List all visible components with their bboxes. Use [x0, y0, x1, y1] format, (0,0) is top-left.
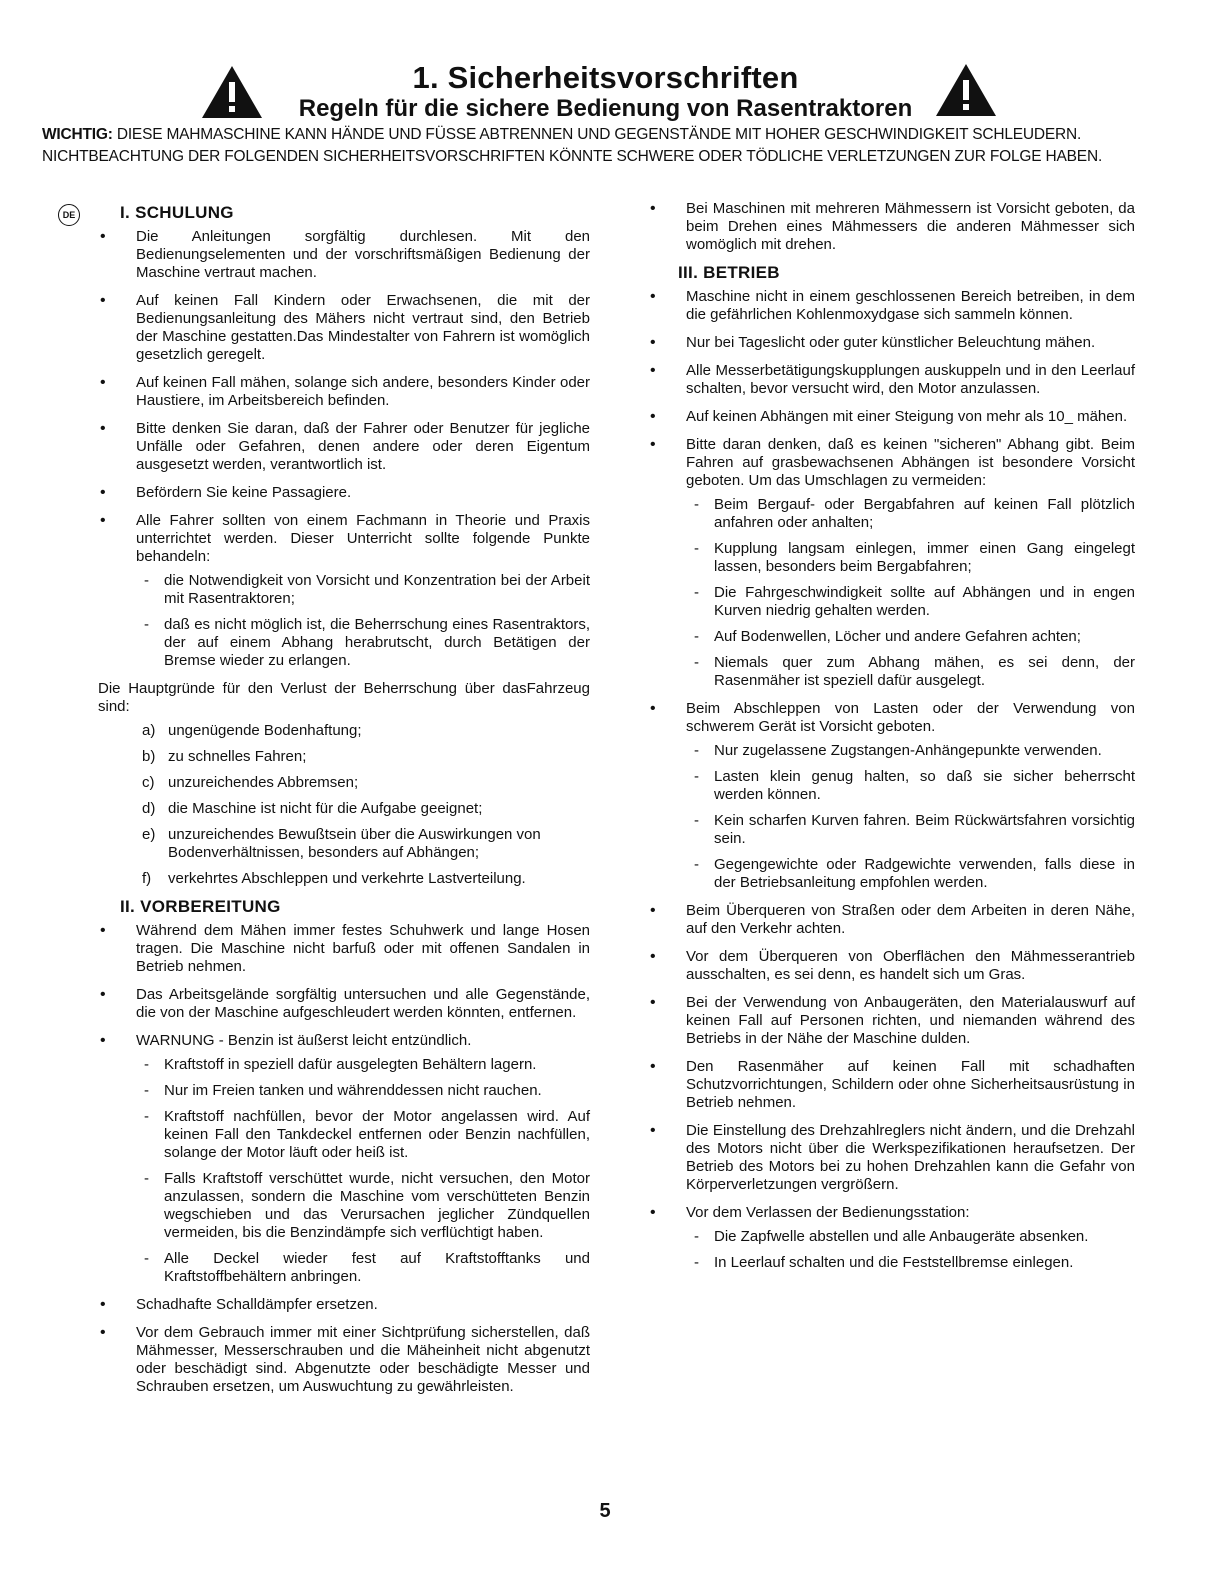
sub-list-item: - Die Fahrgeschwindigkeit sollte auf Abhängen und in engen Kurven niedrig gehalten werden.	[686, 584, 1135, 620]
list-item	[650, 1204, 1135, 1272]
list-item: • Das Arbeitsgelände sorgfältig untersuchen und alle Gegenstände, die von der Maschine aufgeschleudert werden könnten, entfernen.	[100, 986, 590, 1022]
sub-list-item: - die Notwendigkeit von Vorsicht und Konzentration bei der Arbeit mit Rasentraktoren;	[136, 572, 590, 608]
reason-item	[100, 774, 590, 792]
list-item: • Die Anleitungen sorgfältig durchlesen. Mit den Bedienungselementen und der vorschriftsmäßigen Bedienung der Maschine vertraut machen.	[100, 228, 590, 282]
section-heading: I. SCHULUNG	[120, 203, 234, 222]
sub-list-item: - Auf Bodenwellen, Löcher und andere Gefahren achten;	[686, 628, 1135, 646]
sub-list-item: - Nur im Freien tanken und währenddessen nicht rauchen.	[136, 1082, 590, 1100]
reason-label: d)	[142, 800, 156, 817]
left-column	[100, 200, 590, 1406]
list-item: • Bitte denken Sie daran, daß der Fahrer oder Benutzer für jegliche Unfälle oder Gefahren, denen andere oder deren Eigentum ausgesetzt werden, verantwortlich ist.	[100, 420, 590, 474]
list-item: • Auf keinen Abhängen mit einer Steigung von mehr als 10_ mähen.	[650, 408, 1135, 426]
reason-label: f)	[142, 870, 152, 887]
list-item-text: Bitte daran denken, daß es keinen "sicheren" Abhang gibt. Beim Fahren auf grasbewachsenen Abhängen ist besondere Vorsicht geboten. Um das Umschlagen zu vermeiden:	[686, 436, 1135, 489]
list-item: • Auf keinen Fall Kindern oder Erwachsenen, die mit der Bedienungsanleitung des Mähers nicht vertraut sind, den Betrieb der Maschine gestatten.Das Mindestalter von Fahrern ist womöglich gesetzlich geregelt.	[100, 292, 590, 364]
operation-list	[650, 288, 1135, 1272]
list-item	[100, 512, 590, 670]
list-item-text: Vor dem Verlassen der Bedienungsstation:	[686, 1204, 970, 1221]
list-item: • Befördern Sie keine Passagiere.	[100, 484, 590, 502]
page-title: 1. Sicherheitsvorschriften	[412, 60, 799, 95]
sub-list	[686, 496, 1135, 690]
sub-list-item: - daß es nicht möglich ist, die Beherrschung eines Rasentraktors, der auf einem Abhang herabrutscht, durch Betätigen der Bremse wieder zu erlangen.	[136, 616, 590, 670]
sub-list-item: - Lasten klein genug halten, so daß sie sicher beherrscht werden können.	[686, 768, 1135, 804]
sub-list	[136, 572, 590, 670]
sub-list-item: - In Leerlauf schalten und die Feststellbremse einlegen.	[686, 1254, 1135, 1272]
list-item	[650, 700, 1135, 892]
warning-label: WICHTIG:	[42, 126, 113, 143]
list-item: • Bei der Verwendung von Anbaugeräten, den Materialauswurf auf keinen Fall auf Personen richten, und niemanden während des Betriebs in der Nähe der Maschine dulden.	[650, 994, 1135, 1048]
list-item-text: Alle Fahrer sollten von einem Fachmann in Theorie und Praxis unterrichtet werden. Dieser Unterricht sollte folgende Punkte behandeln:	[136, 512, 590, 565]
list-item: • Alle Messerbetätigungskupplungen auskuppeln und in den Leerlauf schalten, bevor versucht wird, den Motor anzulassen.	[650, 362, 1135, 398]
reason-text: ungenügende Bodenhaftung;	[168, 722, 362, 739]
list-item: • Vor dem Überqueren von Oberflächen den Mähmesserantrieb ausschalten, es sei denn, es handelt sich um Gras.	[650, 948, 1135, 984]
sub-list	[136, 1056, 590, 1286]
sub-list-item: - Alle Deckel wieder fest auf Kraftstofftanks und Kraftstoffbehältern anbringen.	[136, 1250, 590, 1286]
reason-item	[100, 870, 590, 888]
reason-item	[100, 800, 590, 818]
sub-list	[686, 742, 1135, 892]
sub-list	[686, 1228, 1135, 1272]
page-subtitle: Regeln für die sichere Bedienung von Rasentraktoren	[298, 95, 913, 122]
list-item: • Beim Überqueren von Straßen oder dem Arbeiten in deren Nähe, auf den Verkehr achten.	[650, 902, 1135, 938]
preparation-list	[100, 922, 590, 1396]
language-mark: DE	[58, 204, 80, 226]
list-item: • Die Einstellung des Drehzahlreglers nicht ändern, und die Drehzahl des Motors nicht über die Werkspezifikationen heraufsetzen. Der Betrieb des Motors bei zu hohen Drehzahlen kann die Gefahr von Körperverletzungen vergrößern.	[650, 1122, 1135, 1194]
list-item: • Während dem Mähen immer festes Schuhwerk und lange Hosen tragen. Die Maschine nicht barfuß oder mit offenen Sandalen in Betrieb nehmen.	[100, 922, 590, 976]
reason-item	[100, 826, 590, 862]
list-item: • Nur bei Tageslicht oder guter künstlicher Beleuchtung mähen.	[650, 334, 1135, 352]
list-item: • Auf keinen Fall mähen, solange sich andere, besonders Kinder oder Haustiere, im Arbeitsbereich befinden.	[100, 374, 590, 410]
list-item-text: WARNUNG - Benzin ist äußerst leicht entzündlich.	[136, 1032, 472, 1049]
sub-list-item: - Kraftstoff nachfüllen, bevor der Motor angelassen wird. Auf keinen Fall den Tankdeckel entfernen oder Benzin nachfüllen, solange der Motor läuft oder heiß ist.	[136, 1108, 590, 1162]
list-item: • Bei Maschinen mit mehreren Mähmessern ist Vorsicht geboten, da beim Drehen eines Mähmessers die anderen Mähmesser sich womöglich mit drehen.	[650, 200, 1135, 254]
sub-list-item: - Die Zapfwelle abstellen und alle Anbaugeräte absenken.	[686, 1228, 1135, 1246]
warning-notice	[42, 124, 1132, 168]
list-item	[100, 1032, 590, 1286]
sub-list-item: - Gegengewichte oder Radgewichte verwenden, falls diese in der Betriebsanleitung empfohlen werden.	[686, 856, 1135, 892]
reason-label: c)	[142, 774, 155, 791]
reason-text: unzureichendes Bewußtsein über die Auswirkungen von Bodenverhältnissen, besonders auf Abhängen;	[168, 826, 541, 861]
paragraph: Die Hauptgründe für den Verlust der Beherrschung über dasFahrzeug sind:	[98, 680, 590, 715]
page-number: 5	[599, 1500, 611, 1522]
list-item	[650, 436, 1135, 690]
list-item-text: Beim Abschleppen von Lasten oder der Verwendung von schwerem Gerät ist Vorsicht geboten.	[686, 700, 1135, 735]
reason-item	[100, 722, 590, 740]
reason-text: unzureichendes Abbremsen;	[168, 774, 359, 791]
reason-text: zu schnelles Fahren;	[168, 748, 307, 765]
list-item: • Den Rasenmäher auf keinen Fall mit schadhaften Schutzvorrichtungen, Schildern oder ohne Sicherheitsausrüstung in Betrieb nehmen.	[650, 1058, 1135, 1112]
sub-list-item: - Falls Kraftstoff verschüttet wurde, nicht versuchen, den Motor anzulassen, sondern die Maschine vom verschütteten Benzin wegschieben und das Verursachen jeglicher Zündquellen vermeiden, bis die Benzindämpfe sich verflüchtigt haben.	[136, 1170, 590, 1242]
list-item: • Maschine nicht in einem geschlossenen Bereich betreiben, in dem die gefährlichen Kohlenmoxydgase sich sammeln können.	[650, 288, 1135, 324]
sub-list-item: - Kraftstoff in speziell dafür ausgelegten Behältern lagern.	[136, 1056, 590, 1074]
reason-item	[100, 748, 590, 766]
sub-list-item: - Niemals quer zum Abhang mähen, es sei denn, der Rasenmäher ist speziell dafür ausgelegt.	[686, 654, 1135, 690]
reason-text: die Maschine ist nicht für die Aufgabe geeignet;	[168, 800, 483, 817]
sub-list-item: - Kein scharfen Kurven fahren. Beim Rückwärtsfahren vorsichtig sein.	[686, 812, 1135, 848]
sub-list-item: - Nur zugelassene Zugstangen-Anhängepunkte verwenden.	[686, 742, 1135, 760]
warning-body: DIESE MAHMASCHINE KANN HÄNDE UND FÜSSE ABTRENNEN UND GEGENSTÄNDE MIT HOHER GESCHWINDIGKEIT SCHLEUDERN. NICHTBEACHTUNG DER FOLGENDEN SICHERHEITSVORSCHRIFTEN KÖNNTE SCHWERE ODER TÖDLICHE VERLETZUNGEN ZUR FOLGE HABEN.	[42, 126, 1103, 165]
sub-list-item: - Beim Bergauf- oder Bergabfahren auf keinen Fall plötzlich anfahren oder anhalten;	[686, 496, 1135, 532]
reason-label: a)	[142, 722, 156, 739]
right-column	[650, 200, 1135, 1282]
list-item: • Vor dem Gebrauch immer mit einer Sichtprüfung sicherstellen, daß Mähmesser, Messerschrauben und die Mäheinheit nicht abgenutzt oder beschädigt sind. Abgenutzte oder beschädigte Messer und Schrauben ersetzen, um Auswuchtung zu gewährleisten.	[100, 1324, 590, 1396]
reason-label: b)	[142, 748, 156, 765]
reason-label: e)	[142, 826, 156, 843]
list-item: • Schadhafte Schalldämpfer ersetzen.	[100, 1296, 590, 1314]
reason-text: verkehrtes Abschleppen und verkehrte Lastverteilung.	[168, 870, 526, 887]
continued-list	[650, 200, 1135, 254]
training-list	[100, 228, 590, 670]
section-heading: II. VORBEREITUNG	[120, 897, 281, 916]
reasons-list	[100, 722, 590, 888]
section-heading: III. BETRIEB	[678, 263, 780, 282]
sub-list-item: - Kupplung langsam einlegen, immer einen Gang eingelegt lassen, besonders beim Bergabfahren;	[686, 540, 1135, 576]
